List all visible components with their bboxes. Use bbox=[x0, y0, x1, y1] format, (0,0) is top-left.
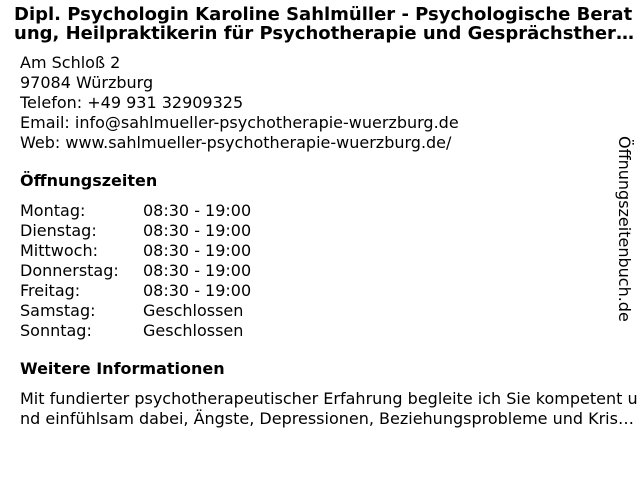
listing-title: Dipl. Psychologin Karoline Sahlmüller - Psychologische Beratung, Heilpraktikerin für Psychotherapie und Gesprächsthera bbox=[14, 4, 633, 43]
hours-row-friday bbox=[20, 281, 612, 301]
opening-hours-heading: Öffnungszeiten bbox=[20, 171, 158, 190]
day-label: Mittwoch: bbox=[20, 241, 98, 260]
hours-value: 08:30 - 19:00 bbox=[143, 221, 252, 240]
day-label: Donnerstag: bbox=[20, 261, 119, 280]
hours-value: 08:30 - 19:00 bbox=[143, 261, 252, 280]
hours-value: Geschlossen bbox=[143, 321, 244, 340]
website-address: Web: www.sahlmueller-psychotherapie-wuerzburg.de/ bbox=[20, 133, 452, 152]
hours-value: 08:30 - 19:00 bbox=[143, 241, 252, 260]
hours-row-saturday bbox=[20, 301, 612, 321]
day-label: Freitag: bbox=[20, 281, 81, 300]
hours-value: 08:30 - 19:00 bbox=[143, 281, 252, 300]
hours-row-monday bbox=[20, 201, 612, 221]
hours-row-wednesday bbox=[20, 241, 612, 261]
brand-watermark: Öffnungszeitenbuch.de bbox=[615, 136, 634, 322]
more-info-heading: Weitere Informationen bbox=[20, 359, 225, 378]
more-info-text: Mit fundierter psychotherapeutischer Erfahrung begleite ich Sie kompetent und einfühlsam dabei, Ängste, Depressionen, Beziehungsprobleme und Krisen bbox=[20, 389, 638, 428]
street-address: Am Schloß 2 bbox=[20, 53, 121, 72]
opening-hours-table bbox=[20, 201, 612, 341]
day-label: Sonntag: bbox=[20, 321, 92, 340]
hours-value: 08:30 - 19:00 bbox=[143, 201, 252, 220]
contact-details bbox=[20, 53, 612, 153]
day-label: Dienstag: bbox=[20, 221, 97, 240]
email-address: Email: info@sahlmueller-psychotherapie-wuerzburg.de bbox=[20, 113, 459, 132]
day-label: Samstag: bbox=[20, 301, 96, 320]
city-address: 97084 Würzburg bbox=[20, 73, 154, 92]
phone-number: Telefon: +49 931 32909325 bbox=[20, 93, 244, 112]
hours-row-sunday bbox=[20, 321, 612, 341]
hours-row-thursday bbox=[20, 261, 612, 281]
day-label: Montag: bbox=[20, 201, 86, 220]
hours-value: Geschlossen bbox=[143, 301, 244, 320]
hours-row-tuesday bbox=[20, 221, 612, 241]
